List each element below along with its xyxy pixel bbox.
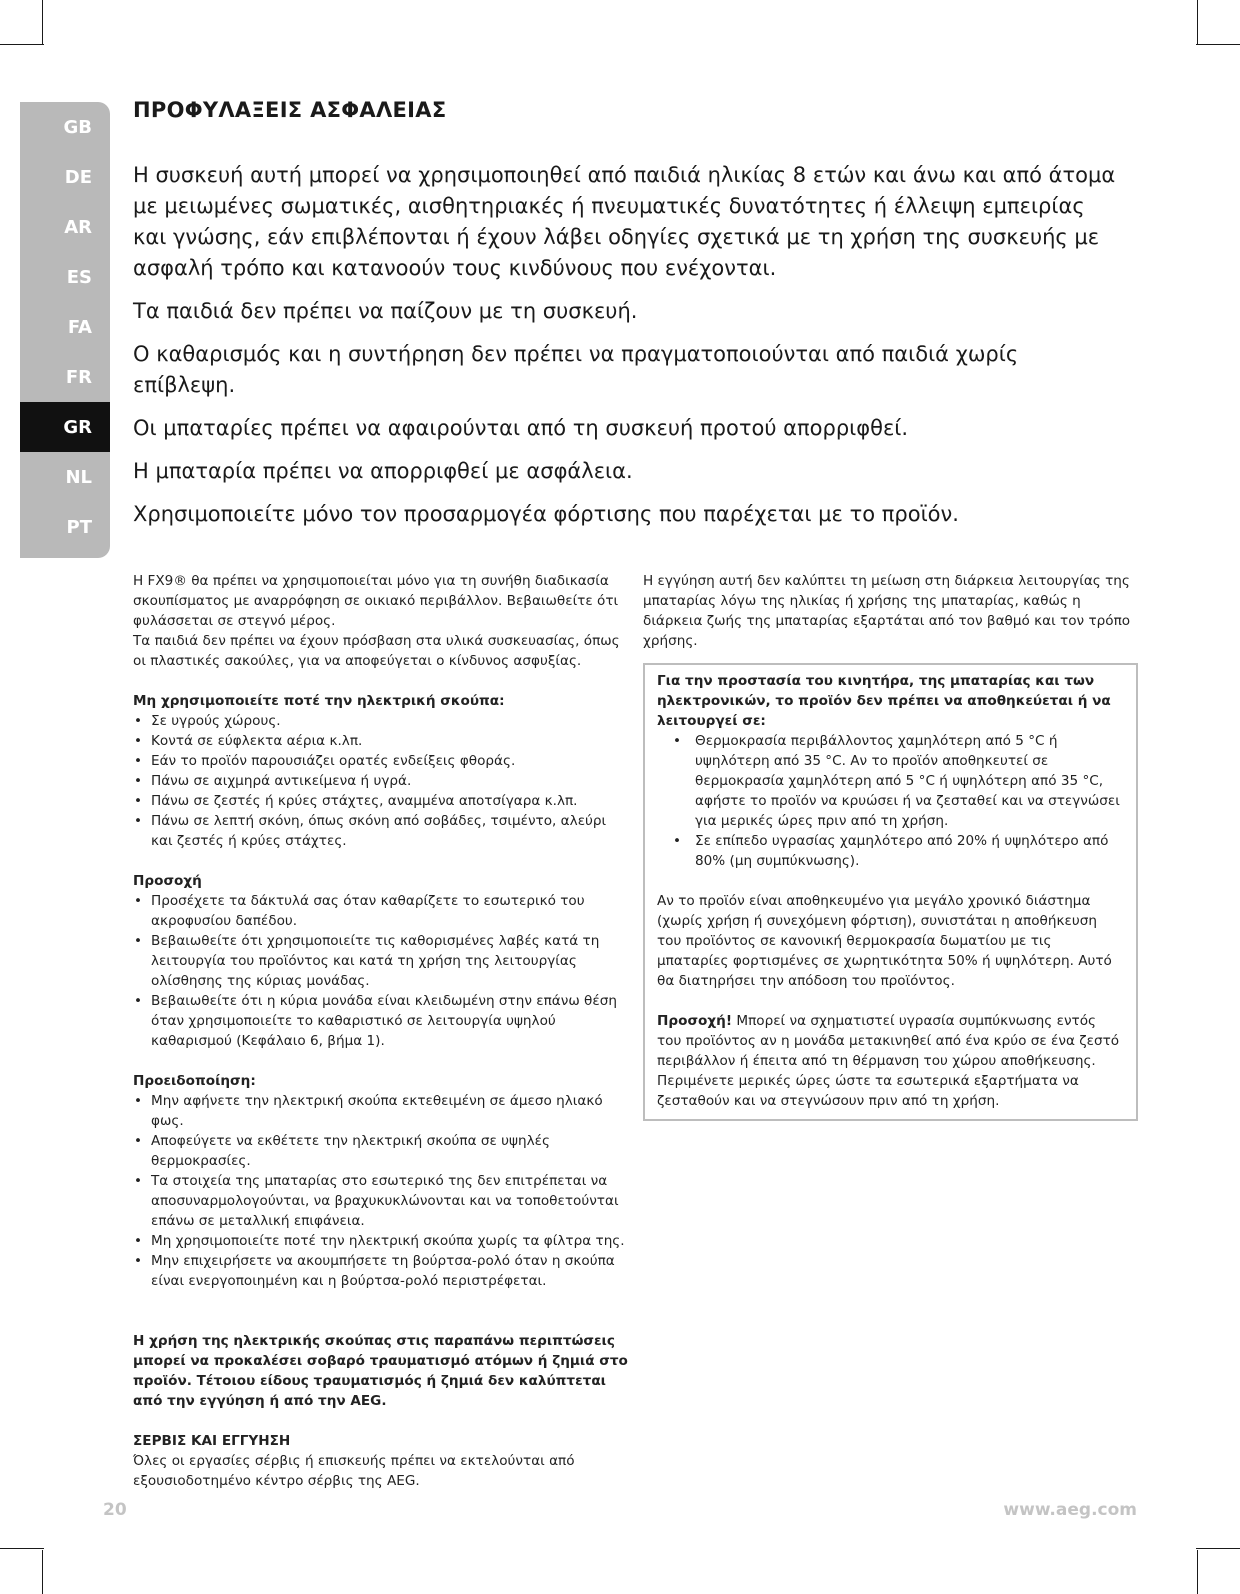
crop-mark	[0, 1548, 44, 1549]
lang-tab-gb: GB	[63, 116, 92, 138]
crop-mark	[1196, 1548, 1240, 1549]
website-link[interactable]: www.aeg.com	[1003, 1500, 1137, 1520]
service-heading: ΣΕΡΒΙΣ ΚΑΙ ΕΓΓΥΗΣΗ	[133, 1433, 291, 1449]
intro-paragraph: Τα παιδιά δεν πρέπει να έχουν πρόσβαση στα υλικά συσκευασίας, όπως οι πλαστικές σακούλες, για να αποφεύγεται ο κίνδυνος ασφυξίας.	[133, 633, 620, 669]
lang-tab-fr: FR	[65, 366, 92, 388]
list-item: • Θερμοκρασία περιβάλλοντος χαμηλότερη από 5 °C ή υψηλότερη από 35 °C. Αν το προϊόν αποθηκευτεί σε θερμοκρασία χαμηλότερη από 5 °C ή υψηλότερη από 35 °C, αφήστε το προϊόν να κρυώσει ή να ζεσταθεί και να στεγνώσει για μερικές ώρες πριν από τη χρήση.	[657, 731, 1124, 831]
lead-paragraph: Η συσκευή αυτή μπορεί να χρησιμοποιηθεί από παιδιά ηλικίας 8 ετών και άνω και από άτομα με μειωμένες σωματικές, αισθητηριακές ή πνευματικές δυνατότητες ή έλλειψη εμπειρίας και γνώσης, εάν επιβλέπονται ή έχουν λάβει οδηγίες σχετικά με τη χρήση της συσκευής με ασφαλή τρόπο και κατανοούν τους κινδύνους που ενέχονται.	[133, 163, 1116, 280]
list-item: • Πάνω σε ζεστές ή κρύες στάχτες, αναμμένα αποτσίγαρα κ.λπ.	[133, 791, 631, 811]
crop-mark	[42, 1550, 43, 1594]
lead-paragraph: Χρησιμοποιείτε μόνο τον προσαρμογέα φόρτισης που παρέχεται με το προϊόν.	[133, 502, 959, 526]
right-column	[643, 571, 1138, 1121]
lang-tab-ar: AR	[64, 216, 92, 238]
never-use-list	[133, 711, 631, 851]
list-item: • Εάν το προϊόν παρουσιάζει ορατές ενδείξεις φθοράς.	[133, 751, 631, 771]
list-item: • Σε υγρούς χώρους.	[133, 711, 631, 731]
warning-heading: Προειδοποίηση:	[133, 1073, 256, 1089]
lead-paragraph: Τα παιδιά δεν πρέπει να παίζουν με τη συσκευή.	[133, 299, 638, 323]
lang-tab-nl: NL	[65, 466, 92, 488]
list-item: • Βεβαιωθείτε ότι η κύρια μονάδα είναι κλειδωμένη στην επάνω θέση όταν χρησιμοποιείτε το καθαριστικό σε λειτουργία υψηλού καθαρισμού (Κεφάλαιο 6, βήμα 1).	[133, 991, 631, 1051]
list-item: • Τα στοιχεία της μπαταρίας στο εσωτερικό της δεν επιτρέπεται να αποσυναρμολογούνται, να βραχυκυκλώνονται και να τοποθετούνται επάνω σε μεταλλική επιφάνεια.	[133, 1171, 631, 1231]
list-item: • Σε επίπεδο υγρασίας χαμηλότερο από 20% ή υψηλότερο από 80% (μη συμπύκνωσης).	[657, 831, 1124, 871]
warning-list	[133, 1091, 631, 1291]
list-item: • Μη χρησιμοποιείτε ποτέ την ηλεκτρική σκούπα χωρίς τα φίλτρα της.	[133, 1231, 631, 1251]
caution-label: Προσοχή!	[657, 1013, 733, 1029]
lang-tab-gr-active: GR	[20, 402, 110, 452]
lang-tab-pt: PT	[66, 516, 92, 538]
box-heading: Για την προστασία του κινητήρα, της μπαταρίας και των ηλεκτρονικών, το προϊόν δεν πρέπει να αποθηκεύεται ή να λειτουργεί σε:	[657, 673, 1111, 729]
box-list	[657, 731, 1124, 871]
condensation-caution	[657, 1011, 1124, 1111]
list-item: • Πάνω σε αιχμηρά αντικείμενα ή υγρά.	[133, 771, 631, 791]
caution-list	[133, 891, 631, 1051]
list-item: • Βεβαιωθείτε ότι χρησιμοποιείτε τις καθορισμένες λαβές κατά τη λειτουργία του προϊόντος και κατά τη χρήση της λειτουργίας ολίσθησης της κύριας μονάδας.	[133, 931, 631, 991]
list-item: • Προσέχετε τα δάκτυλά σας όταν καθαρίζετε το εσωτερικό του ακροφυσίου δαπέδου.	[133, 891, 631, 931]
warranty-text: Η εγγύηση αυτή δεν καλύπτει τη μείωση στη διάρκεια λειτουργίας της μπαταρίας λόγω της ηλικίας ή χρήσης της μπαταρίας, καθώς η διάρκεια ζωής της μπαταρίας εξαρτάται από τον βαθμό και τον τρόπο χρήσης.	[643, 573, 1131, 649]
page-number: 20	[103, 1500, 127, 1520]
crop-mark	[0, 44, 44, 45]
lang-tab-es: ES	[66, 266, 92, 288]
bold-notice: Η χρήση της ηλεκτρικής σκούπας στις παραπάνω περιπτώσεις μπορεί να προκαλέσει σοβαρό τραυματισμό ατόμων ή ζημιά στο προϊόν. Τέτοιου είδους τραυματισμός ή ζημιά δεν καλύπτεται από την εγγύηση ή από την AEG.	[133, 1333, 628, 1409]
crop-mark	[42, 0, 43, 44]
list-item: • Κοντά σε εύφλεκτα αέρια κ.λπ.	[133, 731, 631, 751]
never-use-heading: Μη χρησιμοποιείτε ποτέ την ηλεκτρική σκούπα:	[133, 693, 505, 709]
lead-paragraph: Ο καθαρισμός και η συντήρηση δεν πρέπει να πραγματοποιούνται από παιδιά χωρίς επίβλεψη.	[133, 342, 1019, 397]
list-item: • Πάνω σε λεπτή σκόνη, όπως σκόνη από σοβάδες, τσιμέντο, αλεύρι και ζεστές ή κρύες στάχτες.	[133, 811, 631, 851]
left-column	[133, 571, 631, 1491]
crop-mark	[1197, 0, 1198, 44]
intro-paragraph: Η FX9® θα πρέπει να χρησιμοποιείται μόνο για τη συνήθη διαδικασία σκουπίσματος με αναρρόφηση σε οικιακό περιβάλλον. Βεβαιωθείτε ότι φυλάσσεται σε στεγνό μέρος.	[133, 573, 619, 629]
crop-mark	[1197, 1550, 1198, 1594]
lead-paragraph: Η μπαταρία πρέπει να απορριφθεί με ασφάλεια.	[133, 459, 633, 483]
caution-text: Μπορεί να σχηματιστεί υγρασία συμπύκνωσης εντός του προϊόντος αν η μονάδα μετακινηθεί από ένα κρύο σε ένα ζεστό περιβάλλον ή έπειτα από τη θέρμανση του χώρου αποθήκευσης. Περιμένετε μερικές ώρες ώστε τα εσωτερικά εξαρτήματα να ζεσταθούν και να στεγνώσουν πριν από τη χρήση.	[657, 1013, 1120, 1109]
lead-section	[133, 160, 1123, 542]
lead-paragraph: Οι μπαταρίες πρέπει να αφαιρούνται από τη συσκευή προτού απορριφθεί.	[133, 416, 909, 440]
page-title: ΠΡΟΦΥΛΑΞΕΙΣ ΑΣΦΑΛΕΙΑΣ	[133, 98, 447, 122]
caution-heading: Προσοχή	[133, 873, 202, 889]
crop-mark	[1196, 44, 1240, 45]
lang-tab-de: DE	[64, 166, 92, 188]
service-text: Όλες οι εργασίες σέρβις ή επισκευής πρέπει να εκτελούνται από εξουσιοδοτημένο κέντρο σέρβις της AEG.	[133, 1453, 575, 1489]
storage-text: Αν το προϊόν είναι αποθηκευμένο για μεγάλο χρονικό διάστημα (χωρίς χρήση ή συνεχόμενη φόρτιση), συνιστάται η αποθήκευση του προϊόντος σε κανονική θερμοκρασία δωματίου με τις μπαταρίες φορτισμένες σε χωρητικότητα 50% ή υψηλότερη. Αυτό θα διατηρήσει την απόδοση του προϊόντος.	[657, 893, 1112, 989]
list-item: • Μην αφήνετε την ηλεκτρική σκούπα εκτεθειμένη σε άμεσο ηλιακό φως.	[133, 1091, 631, 1131]
list-item: • Αποφεύγετε να εκθέτετε την ηλεκτρική σκούπα σε υψηλές θερμοκρασίες.	[133, 1131, 631, 1171]
list-item: • Μην επιχειρήσετε να ακουμπήσετε τη βούρτσα-ρολό όταν η σκούπα είναι ενεργοποιημένη και η βούρτσα-ρολό περιστρέφεται.	[133, 1251, 631, 1291]
storage-info-box	[643, 663, 1138, 1121]
lang-tab-fa: FA	[67, 316, 92, 338]
